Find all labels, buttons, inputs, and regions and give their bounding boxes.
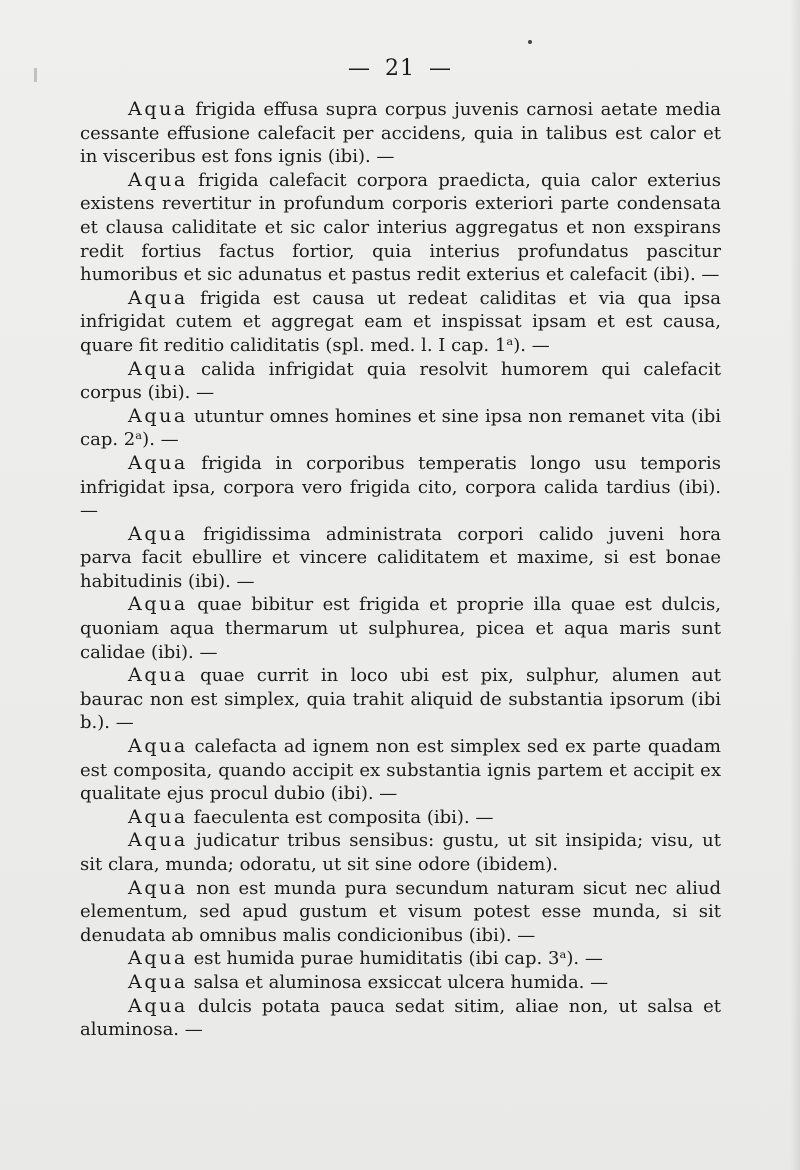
paragraph-lead-word: Aqua <box>128 593 188 616</box>
paragraph-text: frigida est causa ut redeat caliditas et via qua ipsa infrigidat cutem et aggregat eam et inspissat ipsam et est causa, quare fit reditio caliditatis (spl. med. l. I cap. 1ᵃ). — <box>80 287 721 356</box>
paragraph-text: faeculenta est composita (ibi). — <box>187 806 494 828</box>
paragraph-text: calida infrigidat quia resolvit humorem qui calefacit corpus (ibi). — <box>80 358 721 404</box>
paragraph-lead-word: Aqua <box>128 522 188 545</box>
paragraph-text: frigidissima administrata corpori calido juveni hora parva facit ebullire et vincere caliditatem et maxime, si est bonae habitudinis (ibi). — <box>80 523 721 592</box>
paragraph <box>80 735 721 806</box>
page-number-header <box>0 56 800 81</box>
paragraph-text: utuntur omnes homines et sine ipsa non remanet vita (ibi cap. 2ᵃ). — <box>80 405 721 451</box>
paragraph <box>80 995 721 1042</box>
paragraph-lead-word: Aqua <box>128 876 188 899</box>
paragraph-text: non est munda pura secundum naturam sicut nec aliud elementum, sed apud gustum et visum potest esse munda, si sit denudata ab omnibus malis condicionibus (ibi). — <box>80 877 721 946</box>
paragraph <box>80 287 721 358</box>
paragraph-text: frigida effusa supra corpus juvenis carnosi aetate media cessante effusione calefacit per accidens, quia in talibus est calor et in visceribus est fons ignis (ibi). — <box>80 99 721 168</box>
paragraph <box>80 452 721 523</box>
paragraph <box>80 169 721 287</box>
paragraph-lead-word: Aqua <box>128 286 188 309</box>
paragraph <box>80 971 721 995</box>
paragraph-text: calefacta ad ignem non est simplex sed ex parte quadam est composita, quando accipit ex substantia ignis partem et accipit ex qualitate ejus procul dubio (ibi). — <box>80 736 721 805</box>
paragraph-lead-word: Aqua <box>128 168 188 191</box>
paragraph <box>80 829 721 876</box>
paragraph <box>80 358 721 405</box>
page-edge-shadow <box>790 0 800 1170</box>
paragraph-lead-word: Aqua <box>128 451 188 474</box>
paragraph <box>80 405 721 452</box>
paragraph-text: salsa et aluminosa exsiccat ulcera humida. — <box>187 971 609 993</box>
page-number-dash-left: — <box>348 56 371 81</box>
paragraph-lead-word: Aqua <box>128 664 188 687</box>
paragraph <box>80 523 721 594</box>
paragraph-lead-word: Aqua <box>128 357 188 380</box>
scan-artifact-dot <box>528 40 532 44</box>
page-number: 21 <box>385 56 415 81</box>
paragraph <box>80 664 721 735</box>
paragraph-lead-word: Aqua <box>128 829 188 852</box>
paragraph-lead-word: Aqua <box>128 947 188 970</box>
paragraph-lead-word: Aqua <box>128 970 188 993</box>
paragraph-text: dulcis potata pauca sedat sitim, aliae non, ut salsa et aluminosa. — <box>80 995 721 1041</box>
paragraph-text: quae currit in loco ubi est pix, sulphur, alumen aut baurac non est simplex, quia trahit aliquid de substantia ipsorum (ibi b.). — <box>80 665 721 734</box>
paragraph <box>80 593 721 664</box>
paragraph-text: judicatur tribus sensibus: gustu, ut sit insipida; visu, ut sit clara, munda; odoratu, ut sit sine odore (ibidem). <box>80 830 721 875</box>
paragraph-lead-word: Aqua <box>128 805 188 828</box>
paragraph <box>80 98 721 169</box>
paragraph-text: frigida calefacit corpora praedicta, quia calor exterius existens revertitur in profundum corporis exteriori parte condensata et clausa caliditate et sic calor interius aggregatus et non exspirans redit fortius factus fortior, quia interius profundatus pascitur humoribus et sic adunatus et pastus redit exterius et calefacit (ibi). — <box>80 169 721 286</box>
paragraph <box>80 806 721 830</box>
paragraph-lead-word: Aqua <box>128 735 188 758</box>
page-number-dash-right: — <box>429 56 452 81</box>
paragraph-text: frigida in corporibus temperatis longo usu temporis infrigidat ipsa, corpora vero frigida cito, corpora calida tardius (ibi). — <box>80 452 721 522</box>
paragraph-lead-word: Aqua <box>128 404 188 427</box>
body-text <box>80 98 721 1042</box>
paragraph-text: quae bibitur est frigida et proprie illa quae est dulcis, quoniam aqua thermarum ut sulphurea, picea et aqua maris sunt calidae (ibi). — <box>80 594 721 663</box>
paragraph <box>80 877 721 948</box>
paragraph <box>80 947 721 971</box>
paragraph-text: est humida purae humiditatis (ibi cap. 3ᵃ). — <box>187 948 603 970</box>
paragraph-lead-word: Aqua <box>128 98 188 120</box>
paragraph-lead-word: Aqua <box>128 994 188 1017</box>
